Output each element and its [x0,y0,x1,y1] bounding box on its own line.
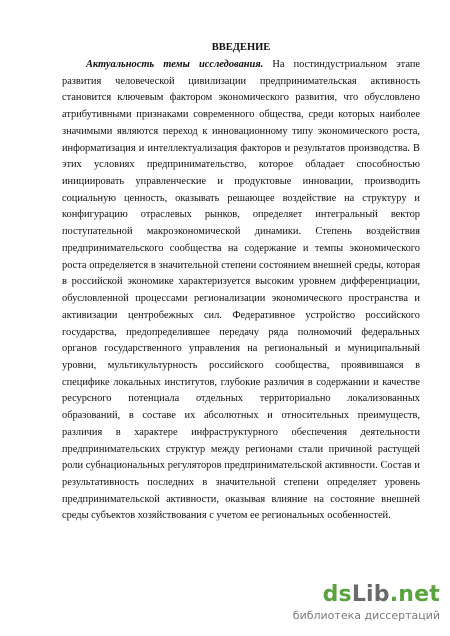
dslib-watermark [250,582,440,628]
watermark-tagline: библиотека диссертаций [292,609,440,622]
introduction-paragraph [62,57,420,594]
lead-phrase: Актуальность темы исследования. [86,59,264,70]
logo-lib: Lib [351,582,390,607]
dslib-logo [323,582,440,608]
page-title: ВВЕДЕНИЕ [211,42,271,53]
logo-ds: ds [322,582,352,607]
document-page [62,40,420,594]
logo-net: .net [389,582,440,607]
paragraph-body: На постиндустриальном этапе развития человеческой цивилизации предпринимательская активность становится ключевым фактором экономического развития, что обусловлено атрибутивными признаками современного общества, среди которых наиболее значимыми являются переход к инновационному типу экономического роста, информатизация и интеллектуализация факторов и результатов производства. В этих условиях предпринимательство, которое обладает способностью инициировать управленческие и продуктовые инновации, производить социальную ценность, оказывать решающее воздействие на структуру и конфигурацию отраслевых рынков, определяет интегральный вектор поступательной макроэкономической динамики. Степень воздействия предпринимательского сообщества на содержание и темпы экономического роста определяется в значительной степени состоянием внешней среды, которая в российской экономике характеризуется высоким уровнем дифференциации, обусловленной процессами регионализации экономического пространства и активизации центробежных сил. Федеративное устройство российского государства, предопределившее передачу ряда полномочий федеральных органов государственного управления на региональный и муниципальный уровни, мультикультурность российского сообщества, проявившаяся в специфике локальных институтов, глубокие различия в содержании и качестве ресурсного потенциала отдельных территориально локализованных образований, в составе их абсолютных и относительных преимуществ, различия в характере инфраструктурного обеспечения деятельности предпринимательских структур между регионами стали причиной растущей роли субнациональных регуляторов предпринимательской активности. Состав и результативность последних в значительной степени определяет уровень предпринимательской активности, оказывая влияние на состояние внешней среды субъектов хозяйствования с учетом ее региональных особенностей. [62,59,420,522]
